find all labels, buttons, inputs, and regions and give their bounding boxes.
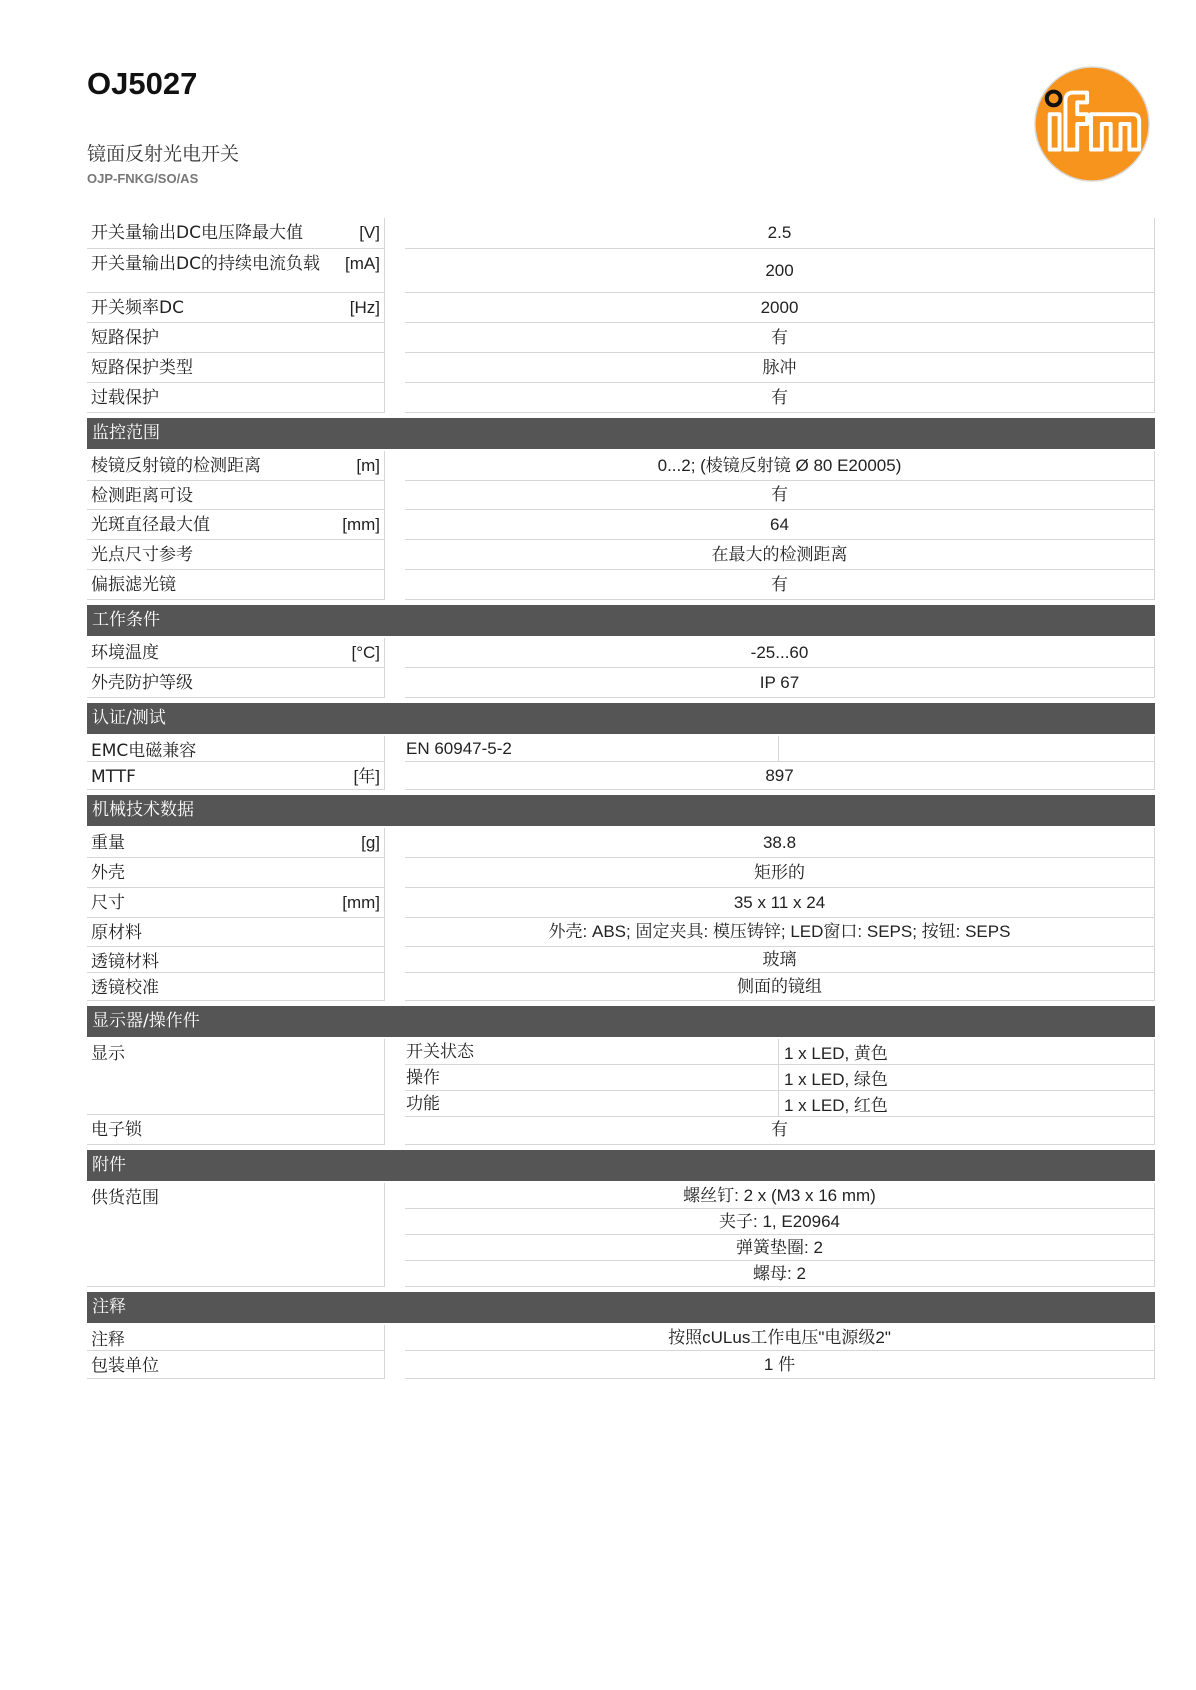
section-header: 显示器/操作件: [87, 1006, 1155, 1037]
product-title: OJ5027: [87, 66, 198, 101]
brand-logo: [1033, 65, 1151, 183]
spec-value: 200: [405, 249, 1155, 293]
spec-value: IP 67: [405, 668, 1155, 698]
spec-value-area: [405, 638, 1155, 668]
spec-label-cell: [87, 510, 385, 540]
spec-label-cell: [87, 383, 385, 413]
spec-label-cell: [87, 762, 385, 790]
spec-value-area: [405, 736, 1155, 762]
spec-subrow-value: 1 x LED, 绿色: [784, 1070, 888, 1089]
spec-value-area: [405, 293, 1155, 323]
spec-value: 按照cULus工作电压"电源级2": [405, 1325, 1155, 1351]
spec-subrow: [405, 1091, 1155, 1117]
spec-label-cell: [87, 481, 385, 510]
spec-label-cell: [87, 353, 385, 383]
spec-value-area: [405, 668, 1155, 698]
section-header: 注释: [87, 1292, 1155, 1323]
spec-row: [87, 1115, 1155, 1145]
section-header: 监控范围: [87, 418, 1155, 449]
spec-row: [87, 1351, 1155, 1379]
spec-label: 电子锁: [91, 1120, 142, 1140]
spec-row: [87, 736, 1155, 762]
spec-label: 环境温度: [91, 643, 159, 663]
spec-row: [87, 762, 1155, 790]
section-header: 机械技术数据: [87, 795, 1155, 826]
spec-value-area: [405, 323, 1155, 353]
product-model-code: OJP-FNKG/SO/AS: [87, 171, 199, 186]
spec-value-area: [405, 481, 1155, 510]
spec-row: [87, 570, 1155, 600]
spec-value-area: [405, 249, 1155, 293]
spec-label-cell: [87, 249, 385, 293]
spec-subrow-key: 操作: [405, 1065, 779, 1090]
spec-value: -25...60: [405, 638, 1155, 668]
spec-row: [87, 1183, 1155, 1287]
spec-row: [87, 293, 1155, 323]
spec-label: 重量: [91, 833, 125, 853]
spec-label-cell: [87, 1183, 385, 1287]
spec-unit: [mA]: [345, 254, 380, 273]
section-header: 工作条件: [87, 605, 1155, 636]
spec-label-cell: [87, 947, 385, 973]
spec-label: 透镜材料: [91, 952, 159, 972]
spec-row: [87, 668, 1155, 698]
spec-label: MTTF: [91, 767, 136, 787]
spec-label: 光斑直径最大值: [91, 515, 210, 535]
spec-label-cell: [87, 668, 385, 698]
spec-row: [87, 540, 1155, 570]
spec-unit: [g]: [361, 833, 380, 852]
spec-value-area: [405, 451, 1155, 481]
spec-label-cell: [87, 918, 385, 947]
spec-value: 螺母: 2: [405, 1261, 1155, 1287]
spec-value-area: [405, 828, 1155, 858]
spec-row: [87, 481, 1155, 510]
spec-value: 0...2; (棱镜反射镜 Ø 80 E20005): [405, 451, 1155, 481]
spec-label: 尺寸: [91, 893, 125, 913]
spec-value-area: [405, 1183, 1155, 1287]
spec-subrow-key: EN 60947-5-2: [405, 736, 779, 761]
spec-value-area: [405, 918, 1155, 947]
spec-row: [87, 218, 1155, 249]
spec-value-area: [405, 1115, 1155, 1145]
spec-label: 开关量输出DC电压降最大值: [91, 223, 303, 243]
specification-table: [87, 218, 1155, 1379]
spec-row: [87, 1039, 1155, 1115]
spec-row: [87, 1325, 1155, 1351]
spec-label-cell: [87, 638, 385, 668]
spec-value: 有: [405, 323, 1155, 353]
spec-row: [87, 918, 1155, 947]
spec-label: 短路保护: [91, 328, 159, 348]
spec-label-cell: [87, 218, 385, 249]
spec-unit: [m]: [356, 456, 380, 475]
spec-label: 原材料: [91, 923, 142, 943]
spec-row: [87, 353, 1155, 383]
spec-value: 2000: [405, 293, 1155, 323]
spec-subrow-value: 1 x LED, 红色: [784, 1096, 888, 1115]
spec-unit: [Hz]: [349, 298, 380, 317]
spec-label: 检测距离可设: [91, 486, 193, 506]
spec-label: 开关量输出DC的持续电流负载: [91, 254, 320, 274]
spec-row: [87, 510, 1155, 540]
spec-subrow-key: 功能: [405, 1091, 779, 1116]
spec-label: 显示: [91, 1044, 125, 1064]
spec-value: 有: [405, 1115, 1155, 1145]
spec-row: [87, 249, 1155, 293]
spec-value-area: [405, 947, 1155, 973]
product-subtitle: 镜面反射光电开关: [87, 143, 240, 165]
spec-label-cell: [87, 293, 385, 323]
spec-unit: [°C]: [351, 643, 380, 662]
spec-value-area: [405, 510, 1155, 540]
spec-label: 偏振滤光镜: [91, 575, 176, 595]
spec-value-area: [405, 383, 1155, 413]
spec-row: [87, 638, 1155, 668]
spec-label: 过载保护: [91, 388, 159, 408]
spec-label: 包装单位: [91, 1356, 159, 1376]
spec-label-cell: [87, 1039, 385, 1115]
spec-subrow-key: 开关状态: [405, 1039, 779, 1064]
spec-label: 注释: [91, 1330, 125, 1350]
spec-label-cell: [87, 973, 385, 1001]
spec-value-area: [405, 353, 1155, 383]
spec-value-area: [405, 540, 1155, 570]
spec-unit: [mm]: [342, 893, 380, 912]
spec-row: [87, 828, 1155, 858]
spec-label-cell: [87, 323, 385, 353]
spec-value: 矩形的: [405, 858, 1155, 888]
spec-label-cell: [87, 828, 385, 858]
spec-label: 外壳防护等级: [91, 673, 193, 693]
spec-value: 64: [405, 510, 1155, 540]
spec-value: 侧面的镜组: [405, 973, 1155, 1001]
spec-subrow-value: [779, 736, 1154, 761]
spec-row: [87, 858, 1155, 888]
spec-label-cell: [87, 736, 385, 762]
spec-subrow: [405, 1065, 1155, 1091]
spec-label: EMC电磁兼容: [91, 741, 197, 761]
spec-label-cell: [87, 1115, 385, 1145]
spec-value: 弹簧垫圈: 2: [405, 1235, 1155, 1261]
spec-row: [87, 383, 1155, 413]
spec-value: 外壳: ABS; 固定夹具: 模压铸锌; LED窗口: SEPS; 按钮: SEPS: [405, 918, 1155, 947]
spec-row: [87, 947, 1155, 973]
spec-value-area: [405, 762, 1155, 790]
spec-label-cell: [87, 858, 385, 888]
spec-value-area: [405, 218, 1155, 249]
spec-label: 光点尺寸参考: [91, 545, 193, 565]
spec-label: 开关频率DC: [91, 298, 184, 318]
spec-value: 1 件: [405, 1351, 1155, 1379]
spec-value-area: [405, 1325, 1155, 1351]
spec-unit: [年]: [353, 767, 380, 786]
spec-value: 38.8: [405, 828, 1155, 858]
spec-label-cell: [87, 888, 385, 918]
spec-subrow-value: 1 x LED, 黄色: [784, 1044, 888, 1063]
spec-row: [87, 451, 1155, 481]
spec-value-area: [405, 1351, 1155, 1379]
spec-value: 有: [405, 383, 1155, 413]
spec-value-area: [405, 888, 1155, 918]
spec-value-area: [405, 973, 1155, 1001]
spec-value-area: [405, 858, 1155, 888]
spec-value: 脉冲: [405, 353, 1155, 383]
spec-value-area: [405, 570, 1155, 600]
spec-subrow: [405, 1039, 1155, 1065]
spec-unit: [V]: [359, 223, 380, 242]
spec-label: 外壳: [91, 863, 125, 883]
spec-label: 短路保护类型: [91, 358, 193, 378]
spec-label-cell: [87, 540, 385, 570]
spec-label-cell: [87, 1351, 385, 1379]
section-header: 认证/测试: [87, 703, 1155, 734]
spec-value: 在最大的检测距离: [405, 540, 1155, 570]
spec-value: 螺丝钉: 2 x (M3 x 16 mm): [405, 1183, 1155, 1209]
spec-value: 有: [405, 570, 1155, 600]
spec-value: 35 x 11 x 24: [405, 888, 1155, 918]
spec-label: 透镜校准: [91, 978, 159, 998]
spec-label-cell: [87, 1325, 385, 1351]
spec-value: 有: [405, 481, 1155, 510]
spec-label-cell: [87, 451, 385, 481]
spec-value: 夹子: 1, E20964: [405, 1209, 1155, 1235]
spec-value-area: [405, 1039, 1155, 1115]
section-header: 附件: [87, 1150, 1155, 1181]
spec-label: 供货范围: [91, 1188, 159, 1208]
spec-label: 棱镜反射镜的检测距离: [91, 456, 261, 476]
spec-unit: [mm]: [342, 515, 380, 534]
spec-value: 玻璃: [405, 947, 1155, 973]
spec-row: [87, 973, 1155, 1001]
spec-value: 897: [405, 762, 1155, 790]
spec-subrow: [405, 736, 1155, 762]
spec-value: 2.5: [405, 218, 1155, 249]
spec-row: [87, 323, 1155, 353]
spec-row: [87, 888, 1155, 918]
spec-label-cell: [87, 570, 385, 600]
